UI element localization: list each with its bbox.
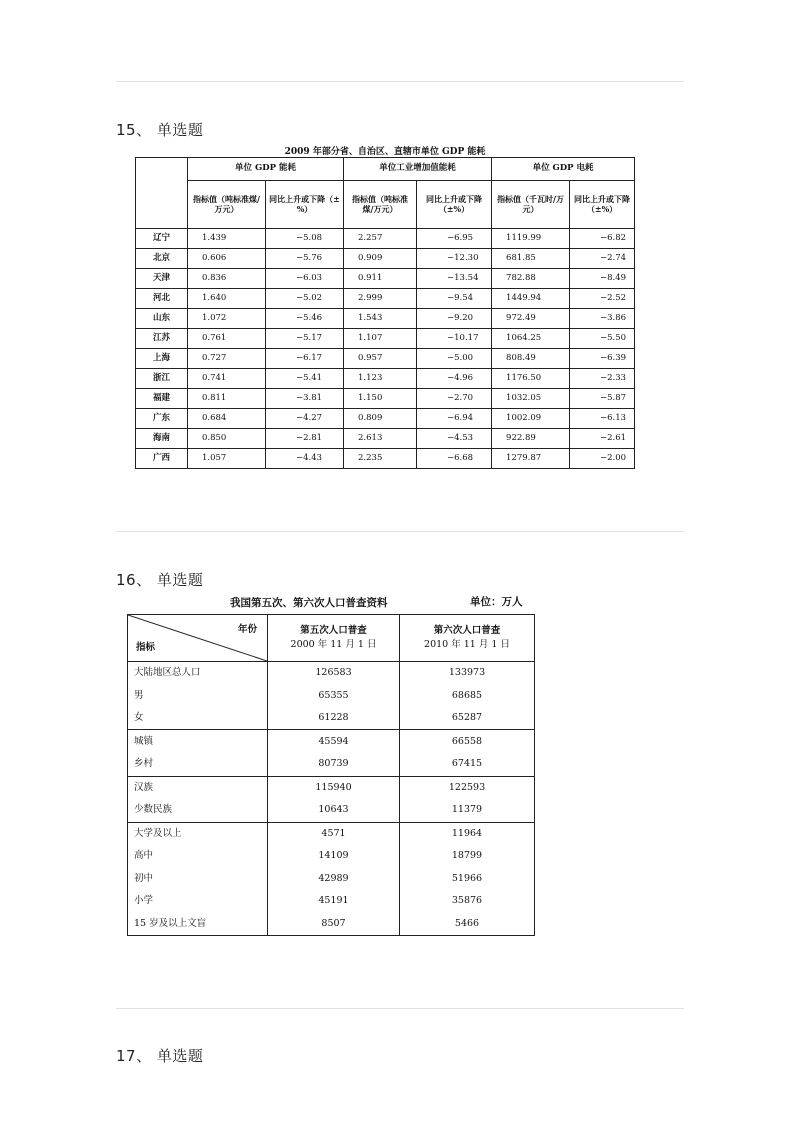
table2-title: 我国第五次、第六次人口普查资料 <box>230 597 388 609</box>
table-row <box>128 753 535 776</box>
value-cell: 0.741 <box>188 369 266 389</box>
value-cell: 67415 <box>400 753 535 776</box>
table-row <box>128 707 535 730</box>
gdp-energy-table <box>135 157 635 469</box>
table-row <box>136 289 635 309</box>
value-cell: 14109 <box>268 845 400 867</box>
value-cell: 0.684 <box>188 409 266 429</box>
table-row <box>128 730 535 753</box>
value-cell: 66558 <box>400 730 535 753</box>
value-cell: −5.87 <box>570 389 635 409</box>
value-cell: −2.74 <box>570 249 635 269</box>
table-row <box>136 349 635 369</box>
table-row <box>136 329 635 349</box>
province-cell: 山东 <box>136 309 188 329</box>
value-cell: −13.54 <box>417 269 492 289</box>
value-cell: −5.46 <box>266 309 344 329</box>
value-cell: −6.03 <box>266 269 344 289</box>
table-row <box>136 249 635 269</box>
value-cell: −5.50 <box>570 329 635 349</box>
table-row <box>136 229 635 249</box>
value-cell: 65355 <box>268 685 400 707</box>
indicator-cell: 小学 <box>128 890 268 912</box>
province-cell: 海南 <box>136 429 188 449</box>
value-cell: 68685 <box>400 685 535 707</box>
value-cell: 122593 <box>400 776 535 799</box>
indicator-cell: 乡村 <box>128 753 268 776</box>
value-cell: −5.08 <box>266 229 344 249</box>
indicator-cell: 少数民族 <box>128 799 268 822</box>
value-cell: 2.235 <box>344 449 417 469</box>
indicator-cell: 15 岁及以上文盲 <box>128 912 268 935</box>
value-cell: 972.49 <box>492 309 570 329</box>
table-row <box>136 409 635 429</box>
province-cell: 江苏 <box>136 329 188 349</box>
value-cell: −9.54 <box>417 289 492 309</box>
value-cell: 808.49 <box>492 349 570 369</box>
value-cell: −4.96 <box>417 369 492 389</box>
table2-unit: 单位：万人 <box>470 596 523 608</box>
value-cell: 11964 <box>400 822 535 845</box>
value-cell: 0.911 <box>344 269 417 289</box>
table-row <box>128 912 535 935</box>
value-cell: 782.88 <box>492 269 570 289</box>
value-cell: −4.53 <box>417 429 492 449</box>
census-table <box>127 614 535 936</box>
sub-header: 指标值（吨标准煤/万元） <box>344 181 417 229</box>
value-cell: 10643 <box>268 799 400 822</box>
value-cell: 0.727 <box>188 349 266 369</box>
value-cell: 0.957 <box>344 349 417 369</box>
value-cell: 45594 <box>268 730 400 753</box>
province-cell: 北京 <box>136 249 188 269</box>
value-cell: 1119.99 <box>492 229 570 249</box>
value-cell: 1002.09 <box>492 409 570 429</box>
province-cell: 河北 <box>136 289 188 309</box>
value-cell: 61228 <box>268 707 400 730</box>
census6-title: 第六次人口普查 <box>433 624 501 636</box>
value-cell: 1449.94 <box>492 289 570 309</box>
value-cell: 1176.50 <box>492 369 570 389</box>
value-cell: 0.606 <box>188 249 266 269</box>
value-cell: −5.00 <box>417 349 492 369</box>
census5-header <box>268 615 400 662</box>
value-cell: 1.543 <box>344 309 417 329</box>
indicator-cell: 大学及以上 <box>128 822 268 845</box>
sub-header: 同比上升或下降（±%） <box>417 181 492 229</box>
value-cell: −6.94 <box>417 409 492 429</box>
value-cell: −2.00 <box>570 449 635 469</box>
value-cell: 42989 <box>268 868 400 890</box>
value-cell: −10.17 <box>417 329 492 349</box>
value-cell: −9.20 <box>417 309 492 329</box>
value-cell: 35876 <box>400 890 535 912</box>
value-cell: 1.107 <box>344 329 417 349</box>
table-row <box>136 429 635 449</box>
value-cell: −3.86 <box>570 309 635 329</box>
indicator-cell: 女 <box>128 707 268 730</box>
value-cell: −6.39 <box>570 349 635 369</box>
table-row <box>128 662 535 685</box>
value-cell: −4.43 <box>266 449 344 469</box>
question-15-heading: 15、 单选题 <box>116 121 204 139</box>
value-cell: −2.70 <box>417 389 492 409</box>
value-cell: 18799 <box>400 845 535 867</box>
value-cell: 115940 <box>268 776 400 799</box>
census6-date: 2010 年 11 月 1 日 <box>424 639 510 650</box>
value-cell: −2.81 <box>266 429 344 449</box>
divider <box>116 81 684 82</box>
value-cell: 2.999 <box>344 289 417 309</box>
census6-header <box>400 615 535 662</box>
value-cell: 1.640 <box>188 289 266 309</box>
sub-header: 同比上升或下降（±%） <box>570 181 635 229</box>
value-cell: 45191 <box>268 890 400 912</box>
value-cell: 126583 <box>268 662 400 685</box>
census5-date: 2000 年 11 月 1 日 <box>290 639 377 650</box>
value-cell: 2.613 <box>344 429 417 449</box>
census5-title: 第五次人口普查 <box>300 624 367 636</box>
value-cell: −2.52 <box>570 289 635 309</box>
table-row <box>128 799 535 822</box>
indicator-cell: 汉族 <box>128 776 268 799</box>
table-row <box>128 822 535 845</box>
indicator-cell: 初中 <box>128 868 268 890</box>
value-cell: −6.13 <box>570 409 635 429</box>
value-cell: 1.072 <box>188 309 266 329</box>
divider <box>116 531 684 532</box>
value-cell: −5.41 <box>266 369 344 389</box>
corner-cell <box>136 158 188 229</box>
table-row <box>128 868 535 890</box>
value-cell: −3.81 <box>266 389 344 409</box>
value-cell: −5.17 <box>266 329 344 349</box>
group-header: 单位 GDP 电耗 <box>492 158 635 181</box>
table-row <box>128 890 535 912</box>
group-header: 单位工业增加值能耗 <box>344 158 492 181</box>
sub-header: 同比上升或下降（±%） <box>266 181 344 229</box>
indicator-cell: 男 <box>128 685 268 707</box>
corner-year-label: 年份 <box>237 624 257 635</box>
value-cell: 0.836 <box>188 269 266 289</box>
value-cell: 0.909 <box>344 249 417 269</box>
value-cell: 681.85 <box>492 249 570 269</box>
value-cell: −12.30 <box>417 249 492 269</box>
value-cell: 1064.25 <box>492 329 570 349</box>
corner-header <box>128 615 268 662</box>
value-cell: 4571 <box>268 822 400 845</box>
table-row <box>136 389 635 409</box>
table-row <box>136 449 635 469</box>
value-cell: 922.89 <box>492 429 570 449</box>
table-row <box>128 685 535 707</box>
table-row <box>128 845 535 867</box>
indicator-cell: 大陆地区总人口 <box>128 662 268 685</box>
value-cell: 0.850 <box>188 429 266 449</box>
province-cell: 辽宁 <box>136 229 188 249</box>
value-cell: −2.33 <box>570 369 635 389</box>
province-cell: 浙江 <box>136 369 188 389</box>
province-cell: 广西 <box>136 449 188 469</box>
value-cell: −6.68 <box>417 449 492 469</box>
value-cell: −6.82 <box>570 229 635 249</box>
value-cell: −6.95 <box>417 229 492 249</box>
province-cell: 广东 <box>136 409 188 429</box>
value-cell: −8.49 <box>570 269 635 289</box>
province-cell: 上海 <box>136 349 188 369</box>
value-cell: 11379 <box>400 799 535 822</box>
value-cell: 1032.05 <box>492 389 570 409</box>
group-header: 单位 GDP 能耗 <box>188 158 344 181</box>
value-cell: 65287 <box>400 707 535 730</box>
value-cell: 0.811 <box>188 389 266 409</box>
sub-header: 指标值（吨标准煤/万元） <box>188 181 266 229</box>
divider <box>116 1008 684 1009</box>
indicator-cell: 城镇 <box>128 730 268 753</box>
value-cell: −2.61 <box>570 429 635 449</box>
value-cell: 2.257 <box>344 229 417 249</box>
value-cell: −5.02 <box>266 289 344 309</box>
value-cell: 51966 <box>400 868 535 890</box>
table-row <box>136 269 635 289</box>
value-cell: −6.17 <box>266 349 344 369</box>
sub-header: 指标值（千瓦时/万元） <box>492 181 570 229</box>
corner-indicator-label: 指标 <box>136 641 156 653</box>
value-cell: 1.057 <box>188 449 266 469</box>
question-17-heading: 17、 单选题 <box>116 1047 204 1065</box>
value-cell: 8507 <box>268 912 400 935</box>
value-cell: −4.27 <box>266 409 344 429</box>
value-cell: 1.150 <box>344 389 417 409</box>
table-row <box>136 309 635 329</box>
value-cell: 0.761 <box>188 329 266 349</box>
province-cell: 天津 <box>136 269 188 289</box>
province-cell: 福建 <box>136 389 188 409</box>
value-cell: 1.439 <box>188 229 266 249</box>
table-row <box>136 369 635 389</box>
value-cell: −5.76 <box>266 249 344 269</box>
value-cell: 1279.87 <box>492 449 570 469</box>
value-cell: 1.123 <box>344 369 417 389</box>
question-16-heading: 16、 单选题 <box>116 571 204 589</box>
value-cell: 5466 <box>400 912 535 935</box>
value-cell: 80739 <box>268 753 400 776</box>
table-row <box>128 776 535 799</box>
indicator-cell: 高中 <box>128 845 268 867</box>
table1-title: 2009 年部分省、自治区、直辖市单位 GDP 能耗 <box>284 147 486 157</box>
value-cell: 0.809 <box>344 409 417 429</box>
value-cell: 133973 <box>400 662 535 685</box>
